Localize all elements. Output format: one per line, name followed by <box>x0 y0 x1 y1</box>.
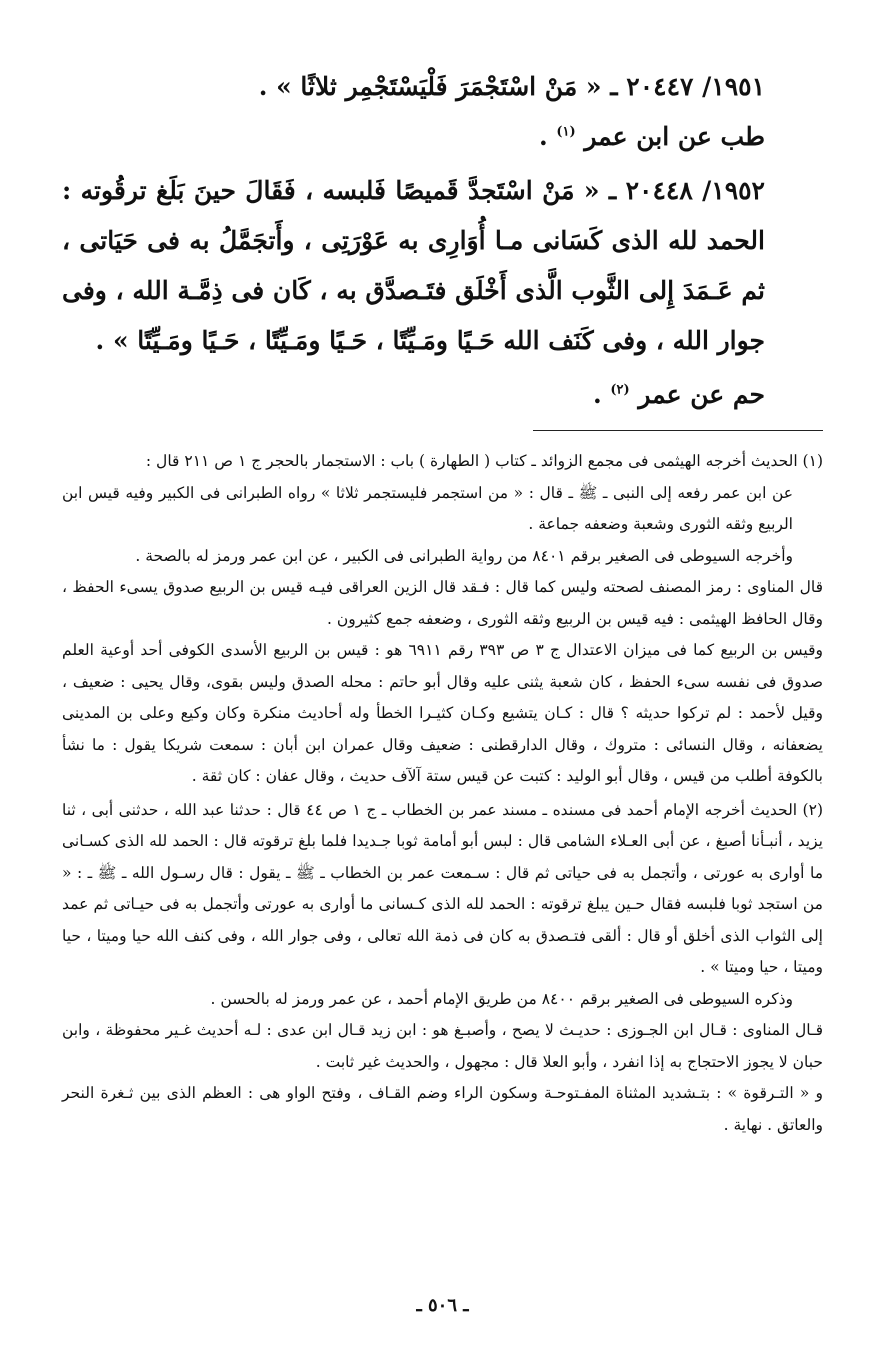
footnote-ref-2: (٢) <box>610 382 630 398</box>
footnote-1-line: (١) الحديث أخرجه الهيثمى فى مجمع الزوائد ـ كتاب ( الطهارة ) باب : الاستجمار بالحجر ج ١ ص ٢١١ قال : <box>145 452 823 470</box>
hadith-1-source: طب عن ابن عمر $^{(١)}$ . <box>538 122 765 151</box>
hadith-2-text: ١٩٥٢/ ٢٠٤٤٨ ـ « مَنْ اسْتَجدَّ قَميصًا فَلبسه ، فَقَالَ حينَ بَلَغ ترقُوته : الحمد لله الذى كَسَانى مـا أُوَارِى به عَوْرَتِى ، وأَتجَمَّلُ به فى حَيَاتى ، ثم عَـمَدَ إِلى الثَّوب الَّذى أَخْلَق فتَـصدَّق به ، كَان فى ذِمَّـة الله ، وفى جوار الله ، وفى كَنَف الله حَـيًا ومَـيِّتًا ، حَـيًا ومَـيِّتًا ، حَـيًا ومَـيِّتًا » . <box>62 176 765 355</box>
footnote-2-para: و « التـرقوة » : بتـشديد المثناة المفـتوحـة وسكون الراء وضم القـاف ، وفتح الواو هى : العظم الذى بين ثـغرة النحر والعاتق . نهاية . <box>62 1084 823 1134</box>
footnote-1-para: عن ابن عمر رفعه إلى النبى ـ ﷺ ـ قال : « من استجمر فليستجمر ثلاثا » رواه الطبرانى فى الكبير وفيه قيس ابن الربيع وثقه الثورى وشعبة وضعفه جماعة . <box>62 483 793 533</box>
hadith-2 <box>62 166 765 366</box>
footnotes <box>62 446 823 1141</box>
footnote-divider <box>533 430 823 431</box>
page-number: ـ ٥٠٦ ـ <box>416 1295 469 1316</box>
main-text <box>62 62 765 420</box>
footnote-1-para: قال المناوى : رمز المصنف لصحته وليس كما قال : فـقد قال الزين العراقى فيـه قيس بن الربيع صدوق يسىء الحفظ ، وقال الحافظ الهيثمى : فيه قيس بن الربيع وثقه الثورى ، وضعفه جمع كثيرون . <box>62 578 823 628</box>
footnote-1-para: وأخرجه السيوطى فى الصغير برقم ٨٤٠١ من رواية الطبرانى فى الكبير ، عن ابن عمر ورمز له بالصحة . <box>135 546 793 565</box>
footnote-2-para: قـال المناوى : قـال ابن الجـوزى : حديـث لا يصح ، وأصبـغ هو : ابن زيد قـال ابن عدى : لـه أحديث غـير محفوظة ، وابن حبان لا يجوز الاحتجاج به إذا انفرد ، وأبو العلا قال : مجهول ، والحديث غير ثابت . <box>62 1021 823 1071</box>
footnote-2-para: (٢) الحديث أخرجه الإمام أحمد فى مسنده ـ مسند عمر بن الخطاب ـ ج ١ ص ٤٤ قال : حدثنا عبد الله ، حدثنى أبى ، ثنا يزيد ، أنبـأنا أصبغ ، عن أبى العـلاء الشامى قال : لبس أبو أمامة ثوبا جـديدا فلما بلغ ترقوته قال : الحمد لله الذى كسـانى ما أوارى به عورتى ، وأتجمل به فى حياتى ثم قال : سـمعت عمر بن الخطاب ـ ﷺ ـ يقول : قال رسـول الله ـ ﷺ ـ : « من استجد ثوبا فلبسه فقال حـين يبلغ ترقوته : الحمد لله الذى كـسانى ما أوارى به عورتى وأتجمل به فى حيـاتى ثم عمد إلى الثواب الذى أخلق أو قال : ألقى فتـصدق به كان فى ذمة الله تعالى ، وفى جوار الله ، وفى كنف الله حيا وميتا ، حيا وميتا ، حيا وميتا » . <box>62 800 823 976</box>
footnote-1-para: وقيس بن الربيع كما فى ميزان الاعتدال ج ٣ ص ٣٩٣ رقم ٦٩١١ هو : قيس بن الربيع الأسدى الكوفى أحد أوعية العلم صدوق فى نفسه سىء الحفظ ، كان شعبة يثنى عليه وقال أبو حاتم : محله الصدق وليس بقوى، وقال يحيى : ضعيف ، وقيل لأحمد : لم تركوا حديثه ؟ قال : كـان يتشيع وكـان كثيـرا الخطأ وله أحاديث منكرة وكان وكيع وعلى بن المدينى يضعفانه ، وقال النسائى : متروك ، وقال الدارقطنى : ضعيف وقال عمران ابن أبان : سمعت شريكا يقول : ما نشأ بالكوفة أطلب من قيس ، وقال أبو الوليد : كتبت عن قيس ستة آلآف حديث ، وقال عفان : كان ثقة . <box>62 641 823 785</box>
hadith-1-text: ١٩٥١/ ٢٠٤٤٧ ـ « مَنْ اسْتَجْمَرَ فَلْيَسْتَجْمِر ثلاثًا » . <box>258 72 765 101</box>
hadith-1 <box>62 62 765 112</box>
hadith-2-source: حم عن عمر $^{(٢)}$ . <box>592 380 765 409</box>
footnote-ref-1: (١) <box>556 124 576 140</box>
footnote-2-para: وذكره السيوطى فى الصغير برقم ٨٤٠٠ من طريق الإمام أحمد ، عن عمر ورمز له بالحسن . <box>210 989 793 1008</box>
